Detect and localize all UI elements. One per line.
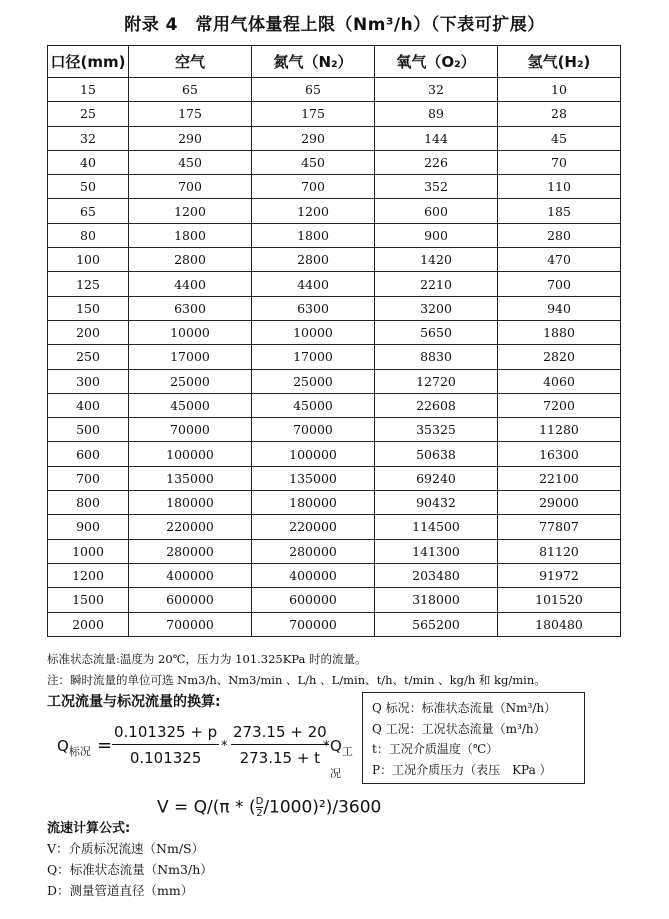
table-cell: 1880 (498, 320, 621, 344)
table-cell: 2000 (48, 612, 129, 636)
table-row (48, 442, 621, 466)
table-cell: 1420 (375, 248, 498, 272)
table-cell: 45000 (252, 393, 375, 417)
pressure-numerator: 0.101325 + p (112, 723, 219, 745)
q-working-symbol (330, 737, 357, 781)
table-cell: 50638 (375, 442, 498, 466)
table-cell: 65 (48, 199, 129, 223)
table-cell: 77807 (498, 515, 621, 539)
table-row (48, 223, 621, 247)
table-cell: 280000 (129, 539, 252, 563)
table-row (48, 102, 621, 126)
table-cell: 900 (375, 223, 498, 247)
q-standard-sub: 标况 (68, 745, 91, 758)
table-cell: 318000 (375, 588, 498, 612)
table-cell: 114500 (375, 515, 498, 539)
table-cell: 175 (129, 102, 252, 126)
table-cell: 900 (48, 515, 129, 539)
table-cell: 25 (48, 102, 129, 126)
table-cell: 470 (498, 248, 621, 272)
table-cell: 125 (48, 272, 129, 296)
table-row (48, 563, 621, 587)
conversion-formula (57, 715, 357, 785)
table-cell: 2800 (252, 248, 375, 272)
table-cell: 90432 (375, 491, 498, 515)
table-cell: 400000 (252, 563, 375, 587)
table-cell: 700 (129, 175, 252, 199)
table-cell: 180000 (129, 491, 252, 515)
velocity-formula (157, 796, 381, 819)
table-cell: 65 (129, 78, 252, 102)
table-cell: 2210 (375, 272, 498, 296)
table-cell: 70000 (129, 418, 252, 442)
table-cell: 35325 (375, 418, 498, 442)
table-cell: 352 (375, 175, 498, 199)
velocity-formula-suffix: /1000)²)/3600 (263, 797, 382, 818)
table-row (48, 612, 621, 636)
table-cell: 940 (498, 296, 621, 320)
table-cell: 100 (48, 248, 129, 272)
fraction-2: 2 (256, 808, 263, 819)
table-cell: 45 (498, 126, 621, 150)
table-cell: 25000 (129, 369, 252, 393)
legend-q-working: Q 工况：工况状态流量（m³/h） (372, 721, 546, 736)
table-cell: 45000 (129, 393, 252, 417)
table-row (48, 78, 621, 102)
table-cell: 203480 (375, 563, 498, 587)
table-cell: 220000 (129, 515, 252, 539)
table-cell: 8830 (375, 345, 498, 369)
table-cell: 280 (498, 223, 621, 247)
table-row (48, 345, 621, 369)
conversion-heading: 工况流量与标况流量的换算: (47, 694, 221, 710)
q-symbol-rhs: Q (330, 737, 342, 755)
table-cell: 29000 (498, 491, 621, 515)
table-row (48, 248, 621, 272)
table-cell: 11280 (498, 418, 621, 442)
table-cell: 110 (498, 175, 621, 199)
q-symbol: Q (57, 737, 69, 755)
table-cell: 600 (375, 199, 498, 223)
pressure-denominator: 0.101325 (129, 749, 202, 767)
table-cell: 6300 (129, 296, 252, 320)
table-cell: 250 (48, 345, 129, 369)
velocity-heading: 流速计算公式: (47, 821, 131, 836)
table-cell: 144 (375, 126, 498, 150)
table-cell: 290 (252, 126, 375, 150)
temperature-numerator: 273.15 + 20 (231, 723, 329, 745)
temperature-fraction (231, 723, 329, 767)
table-cell: 565200 (375, 612, 498, 636)
table-cell: 600000 (252, 588, 375, 612)
table-cell: 100000 (129, 442, 252, 466)
table-cell: 1500 (48, 588, 129, 612)
table-cell: 1200 (129, 199, 252, 223)
q-standard-symbol (57, 737, 91, 759)
table-row (48, 126, 621, 150)
table-cell: 290 (129, 126, 252, 150)
table-cell: 500 (48, 418, 129, 442)
header-diameter: 口径(mm) (48, 46, 129, 78)
table-row (48, 296, 621, 320)
table-cell: 700000 (252, 612, 375, 636)
table-cell: 65 (252, 78, 375, 102)
table-cell: 80 (48, 223, 129, 247)
table-cell: 70000 (252, 418, 375, 442)
table-cell: 22608 (375, 393, 498, 417)
table-cell: 6300 (252, 296, 375, 320)
table-cell: 10 (498, 78, 621, 102)
table-header-row (48, 46, 621, 78)
table-row (48, 588, 621, 612)
multiply-sign-1: * (221, 739, 228, 754)
gas-range-table (47, 45, 621, 637)
table-cell: 700000 (129, 612, 252, 636)
table-cell: 700 (498, 272, 621, 296)
table-cell: 3200 (375, 296, 498, 320)
table-cell: 12720 (375, 369, 498, 393)
table-cell: 32 (375, 78, 498, 102)
header-air: 空气 (129, 46, 252, 78)
table-row (48, 539, 621, 563)
table-cell: 25000 (252, 369, 375, 393)
table-cell: 1200 (252, 199, 375, 223)
table-cell: 91972 (498, 563, 621, 587)
table-cell: 10000 (252, 320, 375, 344)
table-cell: 40 (48, 150, 129, 174)
table-cell: 100000 (252, 442, 375, 466)
table-cell: 180000 (252, 491, 375, 515)
table-cell: 15 (48, 78, 129, 102)
table-cell: 17000 (129, 345, 252, 369)
table-cell: 400000 (129, 563, 252, 587)
header-hydrogen: 氢气(H₂) (498, 46, 621, 78)
table-cell: 81120 (498, 539, 621, 563)
legend-pressure: P：工况介质压力（表压 KPa ） (372, 762, 552, 777)
velocity-line-d: D：测量管道直径（mm） (47, 883, 194, 898)
header-nitrogen: 氮气（N₂） (252, 46, 375, 78)
equals-sign: = (97, 735, 113, 756)
table-cell: 101520 (498, 588, 621, 612)
table-cell: 800 (48, 491, 129, 515)
table-cell: 400 (48, 393, 129, 417)
table-cell: 175 (252, 102, 375, 126)
multiply-sign-2: * (323, 739, 330, 754)
table-cell: 7200 (498, 393, 621, 417)
table-cell: 135000 (252, 466, 375, 490)
table-cell: 69240 (375, 466, 498, 490)
table-cell: 2820 (498, 345, 621, 369)
table-cell: 450 (252, 150, 375, 174)
legend-temperature: t：工况介质温度（℃） (372, 742, 499, 756)
table-cell: 185 (498, 199, 621, 223)
table-row (48, 418, 621, 442)
table-row (48, 175, 621, 199)
table-cell: 50 (48, 175, 129, 199)
table-cell: 180480 (498, 612, 621, 636)
table-cell: 2800 (129, 248, 252, 272)
temperature-denominator: 273.15 + t (239, 749, 321, 767)
table-cell: 600000 (129, 588, 252, 612)
table-row (48, 369, 621, 393)
table-cell: 141300 (375, 539, 498, 563)
velocity-line-q: Q：标准状态流量（Nm3/h） (47, 862, 213, 877)
units-note: 注：瞬时流量的单位可选 Nm3/h、Nm3/min 、L/h 、L/min、t/h、t/min 、kg/h 和 kg/min。 (47, 673, 546, 687)
table-cell: 300 (48, 369, 129, 393)
table-cell: 5650 (375, 320, 498, 344)
table-cell: 28 (498, 102, 621, 126)
table-body (48, 78, 621, 637)
table-cell: 17000 (252, 345, 375, 369)
table-row (48, 199, 621, 223)
fraction-d: D (255, 796, 264, 807)
table-cell: 200 (48, 320, 129, 344)
velocity-line-v: V：介质标况流速（Nm/S） (47, 841, 205, 856)
table-cell: 135000 (129, 466, 252, 490)
pressure-fraction (112, 723, 219, 767)
table-cell: 4400 (252, 272, 375, 296)
table-cell: 89 (375, 102, 498, 126)
table-row (48, 466, 621, 490)
table-cell: 70 (498, 150, 621, 174)
legend-q-standard: Q 标况：标准状态流量（Nm³/h） (372, 701, 557, 715)
table-cell: 150 (48, 296, 129, 320)
table-cell: 280000 (252, 539, 375, 563)
table-cell: 4060 (498, 369, 621, 393)
header-oxygen: 氧气（O₂） (375, 46, 498, 78)
table-cell: 1800 (252, 223, 375, 247)
page-title: 附录 4 常用气体量程上限（Nm³/h）（下表可扩展） (124, 15, 545, 35)
table-row (48, 272, 621, 296)
standard-state-note: 标准状态流量:温度为 20℃，压力为 101.325KPa 时的流量。 (47, 652, 367, 666)
table-row (48, 515, 621, 539)
table-cell: 4400 (129, 272, 252, 296)
table-cell: 700 (48, 466, 129, 490)
table-cell: 220000 (252, 515, 375, 539)
table-cell: 32 (48, 126, 129, 150)
table-row (48, 393, 621, 417)
q-working-sub: 工况 (330, 745, 353, 780)
table-row (48, 320, 621, 344)
table-cell: 600 (48, 442, 129, 466)
table-cell: 450 (129, 150, 252, 174)
table-cell: 226 (375, 150, 498, 174)
table-cell: 16300 (498, 442, 621, 466)
table-cell: 1800 (129, 223, 252, 247)
table-row (48, 491, 621, 515)
velocity-formula-prefix: V = Q/(π * ( (157, 797, 256, 818)
table-cell: 1000 (48, 539, 129, 563)
table-cell: 22100 (498, 466, 621, 490)
table-cell: 10000 (129, 320, 252, 344)
table-cell: 1200 (48, 563, 129, 587)
table-cell: 700 (252, 175, 375, 199)
variable-legend-box (362, 692, 585, 784)
table-row (48, 150, 621, 174)
